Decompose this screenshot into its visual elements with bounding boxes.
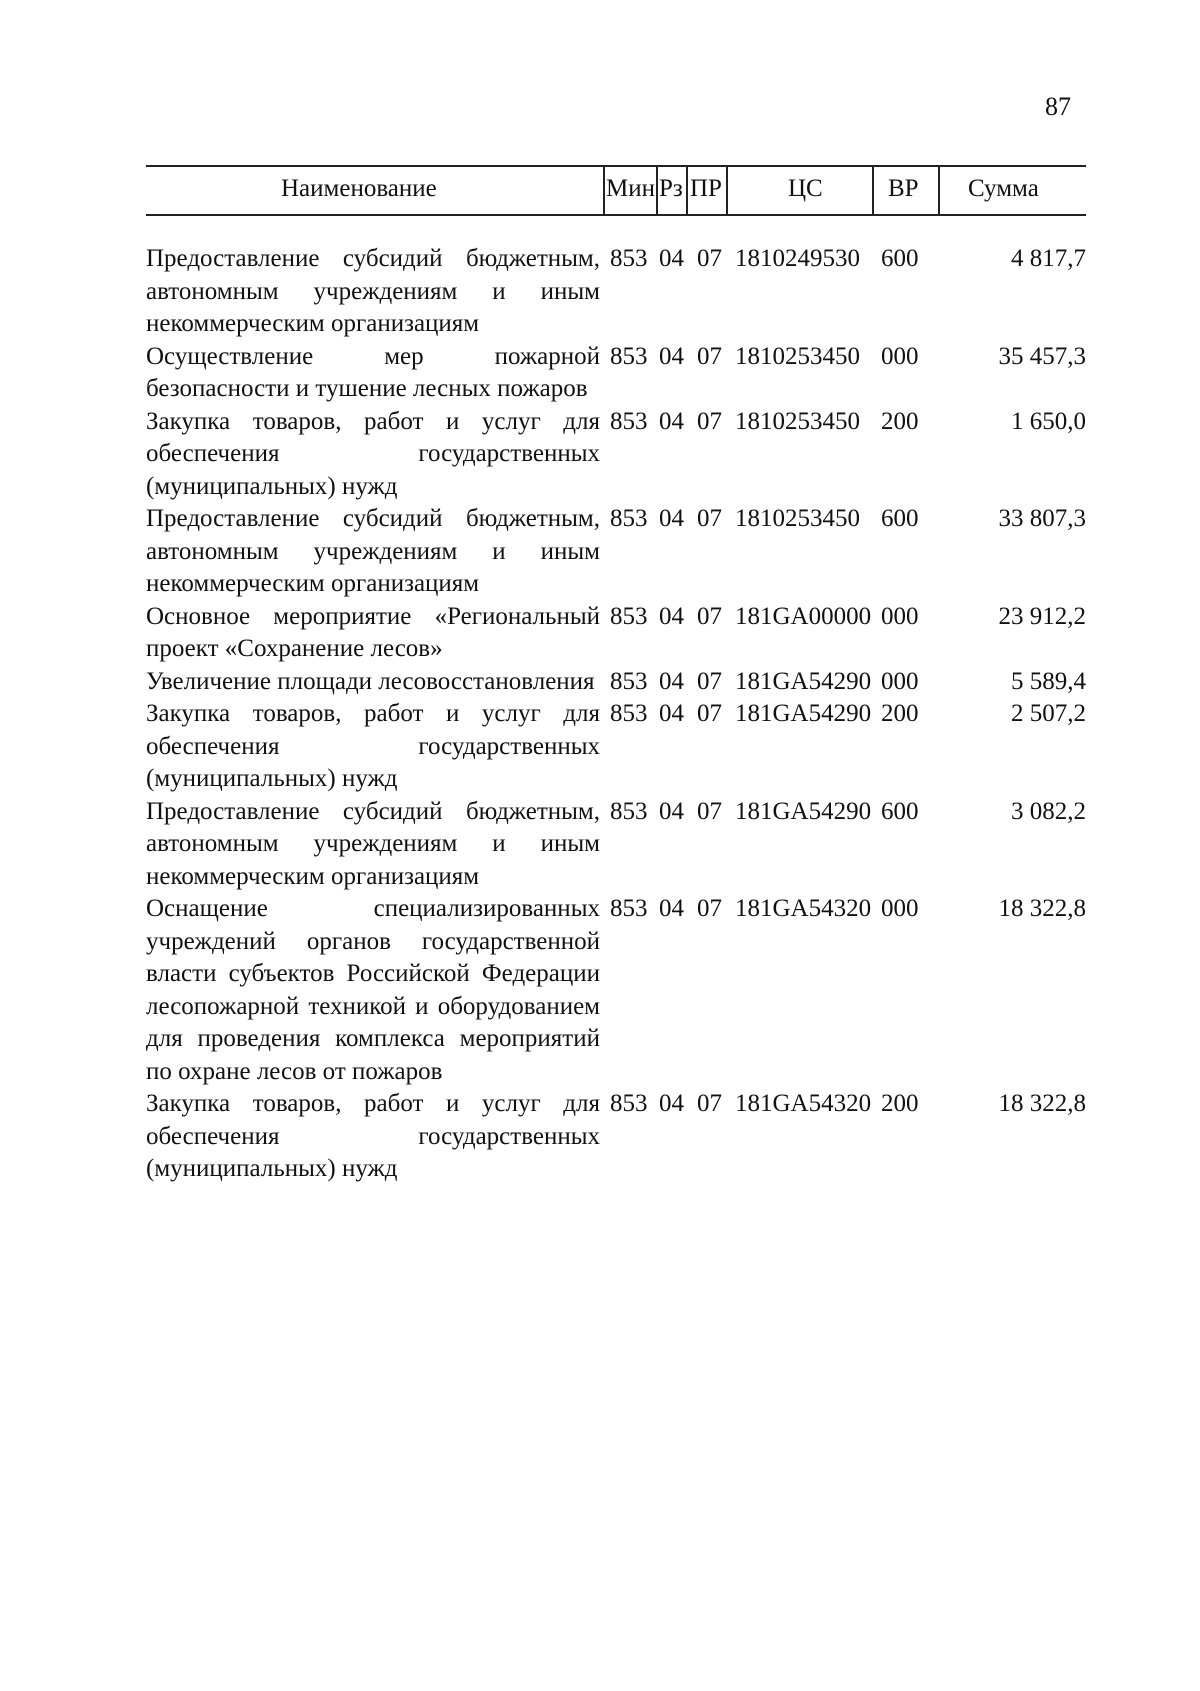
row-rz: 04 (659, 1090, 684, 1117)
row-vr: 600 (881, 797, 919, 825)
row-pr: 07 (697, 797, 722, 825)
row-sum: 3 082,2 (1011, 797, 1086, 825)
row-sum: 18 322,8 (998, 895, 1086, 922)
row-cs: 181GA54320 (735, 895, 872, 922)
row-pr: 07 (697, 505, 722, 532)
row-vr: 000 (881, 602, 919, 630)
row-rz: 04 (659, 505, 684, 532)
row-name: Закупка товаров, работ и услуг для обеспечения государственных (муниципальных) нужд (146, 700, 600, 792)
row-name: Предоставление субсидий бюджетным, автономным учреждениям и иным некоммерческим организациям (146, 797, 600, 890)
header-min: Мин (606, 175, 655, 202)
row-cs: 1810253450 (735, 407, 860, 435)
row-rz: 04 (659, 700, 684, 727)
row-cs: 181GA54290 (735, 667, 872, 695)
row-min: 853 (610, 342, 648, 370)
row-name: Основное мероприятие «Региональный проект «Сохранение лесов» (146, 602, 600, 662)
table-row (146, 1088, 1086, 1186)
table-row (146, 601, 1086, 666)
row-vr: 000 (881, 667, 919, 695)
row-min: 853 (610, 667, 648, 695)
row-name: Предоставление субсидий бюджетным, автономным учреждениям и иным некоммерческим организациям (146, 505, 600, 597)
row-name: Предоставление субсидий бюджетным, автономным учреждениям и иным некоммерческим организациям (146, 245, 600, 337)
row-sum: 1 650,0 (1011, 407, 1086, 435)
table-row (146, 503, 1086, 601)
row-pr: 07 (697, 245, 722, 272)
row-cs: 181GA54290 (735, 797, 872, 825)
row-vr: 200 (881, 700, 919, 727)
row-sum: 18 322,8 (998, 1090, 1086, 1117)
row-rz: 04 (659, 602, 684, 630)
page-number: 87 (1045, 92, 1071, 121)
table-header (146, 165, 1086, 216)
row-cs: 181GA54320 (735, 1090, 872, 1117)
header-name: Наименование (281, 175, 437, 202)
row-rz: 04 (659, 407, 684, 435)
row-min: 853 (610, 895, 648, 922)
row-sum: 5 589,4 (1011, 667, 1086, 695)
header-divider (656, 167, 658, 214)
row-name: Закупка товаров, работ и услуг для обеспечения государственных (муниципальных) нужд (146, 1090, 600, 1182)
table-body (146, 243, 1086, 1186)
budget-table (146, 165, 1086, 1182)
row-vr: 200 (881, 1090, 919, 1117)
row-sum: 33 807,3 (998, 505, 1086, 532)
row-min: 853 (610, 700, 648, 727)
table-row (146, 406, 1086, 504)
row-min: 853 (610, 245, 648, 272)
header-rz: Рз (659, 175, 683, 202)
row-name: Увеличение площади лесовосстановления (146, 667, 595, 695)
table-row (146, 243, 1086, 341)
row-rz: 04 (659, 667, 684, 695)
row-sum: 35 457,3 (998, 342, 1086, 370)
header-divider (872, 167, 874, 214)
row-sum: 4 817,7 (1011, 245, 1086, 272)
header-divider (603, 167, 605, 214)
row-rz: 04 (659, 797, 684, 825)
table-row (146, 893, 1086, 1088)
row-pr: 07 (697, 407, 722, 435)
row-cs: 1810253450 (735, 505, 860, 532)
row-vr: 000 (881, 342, 919, 370)
row-pr: 07 (697, 895, 722, 922)
table-row (146, 796, 1086, 894)
row-min: 853 (610, 797, 648, 825)
row-name: Оснащение специализированных учреждений органов государственной власти субъектов Российской Федерации лесопожарной техникой и оборудованием для проведения комплекса мероприятий по охране лесов от пожаров (146, 895, 600, 1085)
row-cs: 181GA00000 (735, 602, 872, 630)
row-vr: 600 (881, 505, 919, 532)
table-row (146, 341, 1086, 406)
table-row (146, 666, 1086, 699)
row-cs: 1810249530 (735, 245, 860, 272)
header-divider (938, 167, 940, 214)
row-min: 853 (610, 602, 648, 630)
row-cs: 1810253450 (735, 342, 860, 370)
row-pr: 07 (697, 667, 722, 695)
row-min: 853 (610, 1090, 648, 1117)
row-vr: 000 (881, 895, 919, 922)
header-sum: Сумма (968, 175, 1039, 202)
row-rz: 04 (659, 342, 684, 370)
row-pr: 07 (697, 700, 722, 727)
row-rz: 04 (659, 245, 684, 272)
row-sum: 23 912,2 (998, 602, 1086, 630)
row-sum: 2 507,2 (1011, 700, 1086, 727)
row-min: 853 (610, 505, 648, 532)
header-vr: ВР (888, 175, 919, 202)
row-vr: 600 (881, 245, 919, 272)
row-min: 853 (610, 407, 648, 435)
row-cs: 181GA54290 (735, 700, 872, 727)
header-divider (726, 167, 728, 214)
header-pr: ПР (690, 175, 722, 202)
header-cs: ЦС (788, 175, 823, 202)
row-name: Закупка товаров, работ и услуг для обеспечения государственных (муниципальных) нужд (146, 407, 600, 500)
row-name: Осуществление мер пожарной безопасности и тушение лесных пожаров (146, 342, 600, 402)
table-row (146, 698, 1086, 796)
row-rz: 04 (659, 895, 684, 922)
row-pr: 07 (697, 1090, 722, 1117)
row-vr: 200 (881, 407, 919, 435)
row-pr: 07 (697, 602, 722, 630)
header-divider (686, 167, 688, 214)
row-pr: 07 (697, 342, 722, 370)
